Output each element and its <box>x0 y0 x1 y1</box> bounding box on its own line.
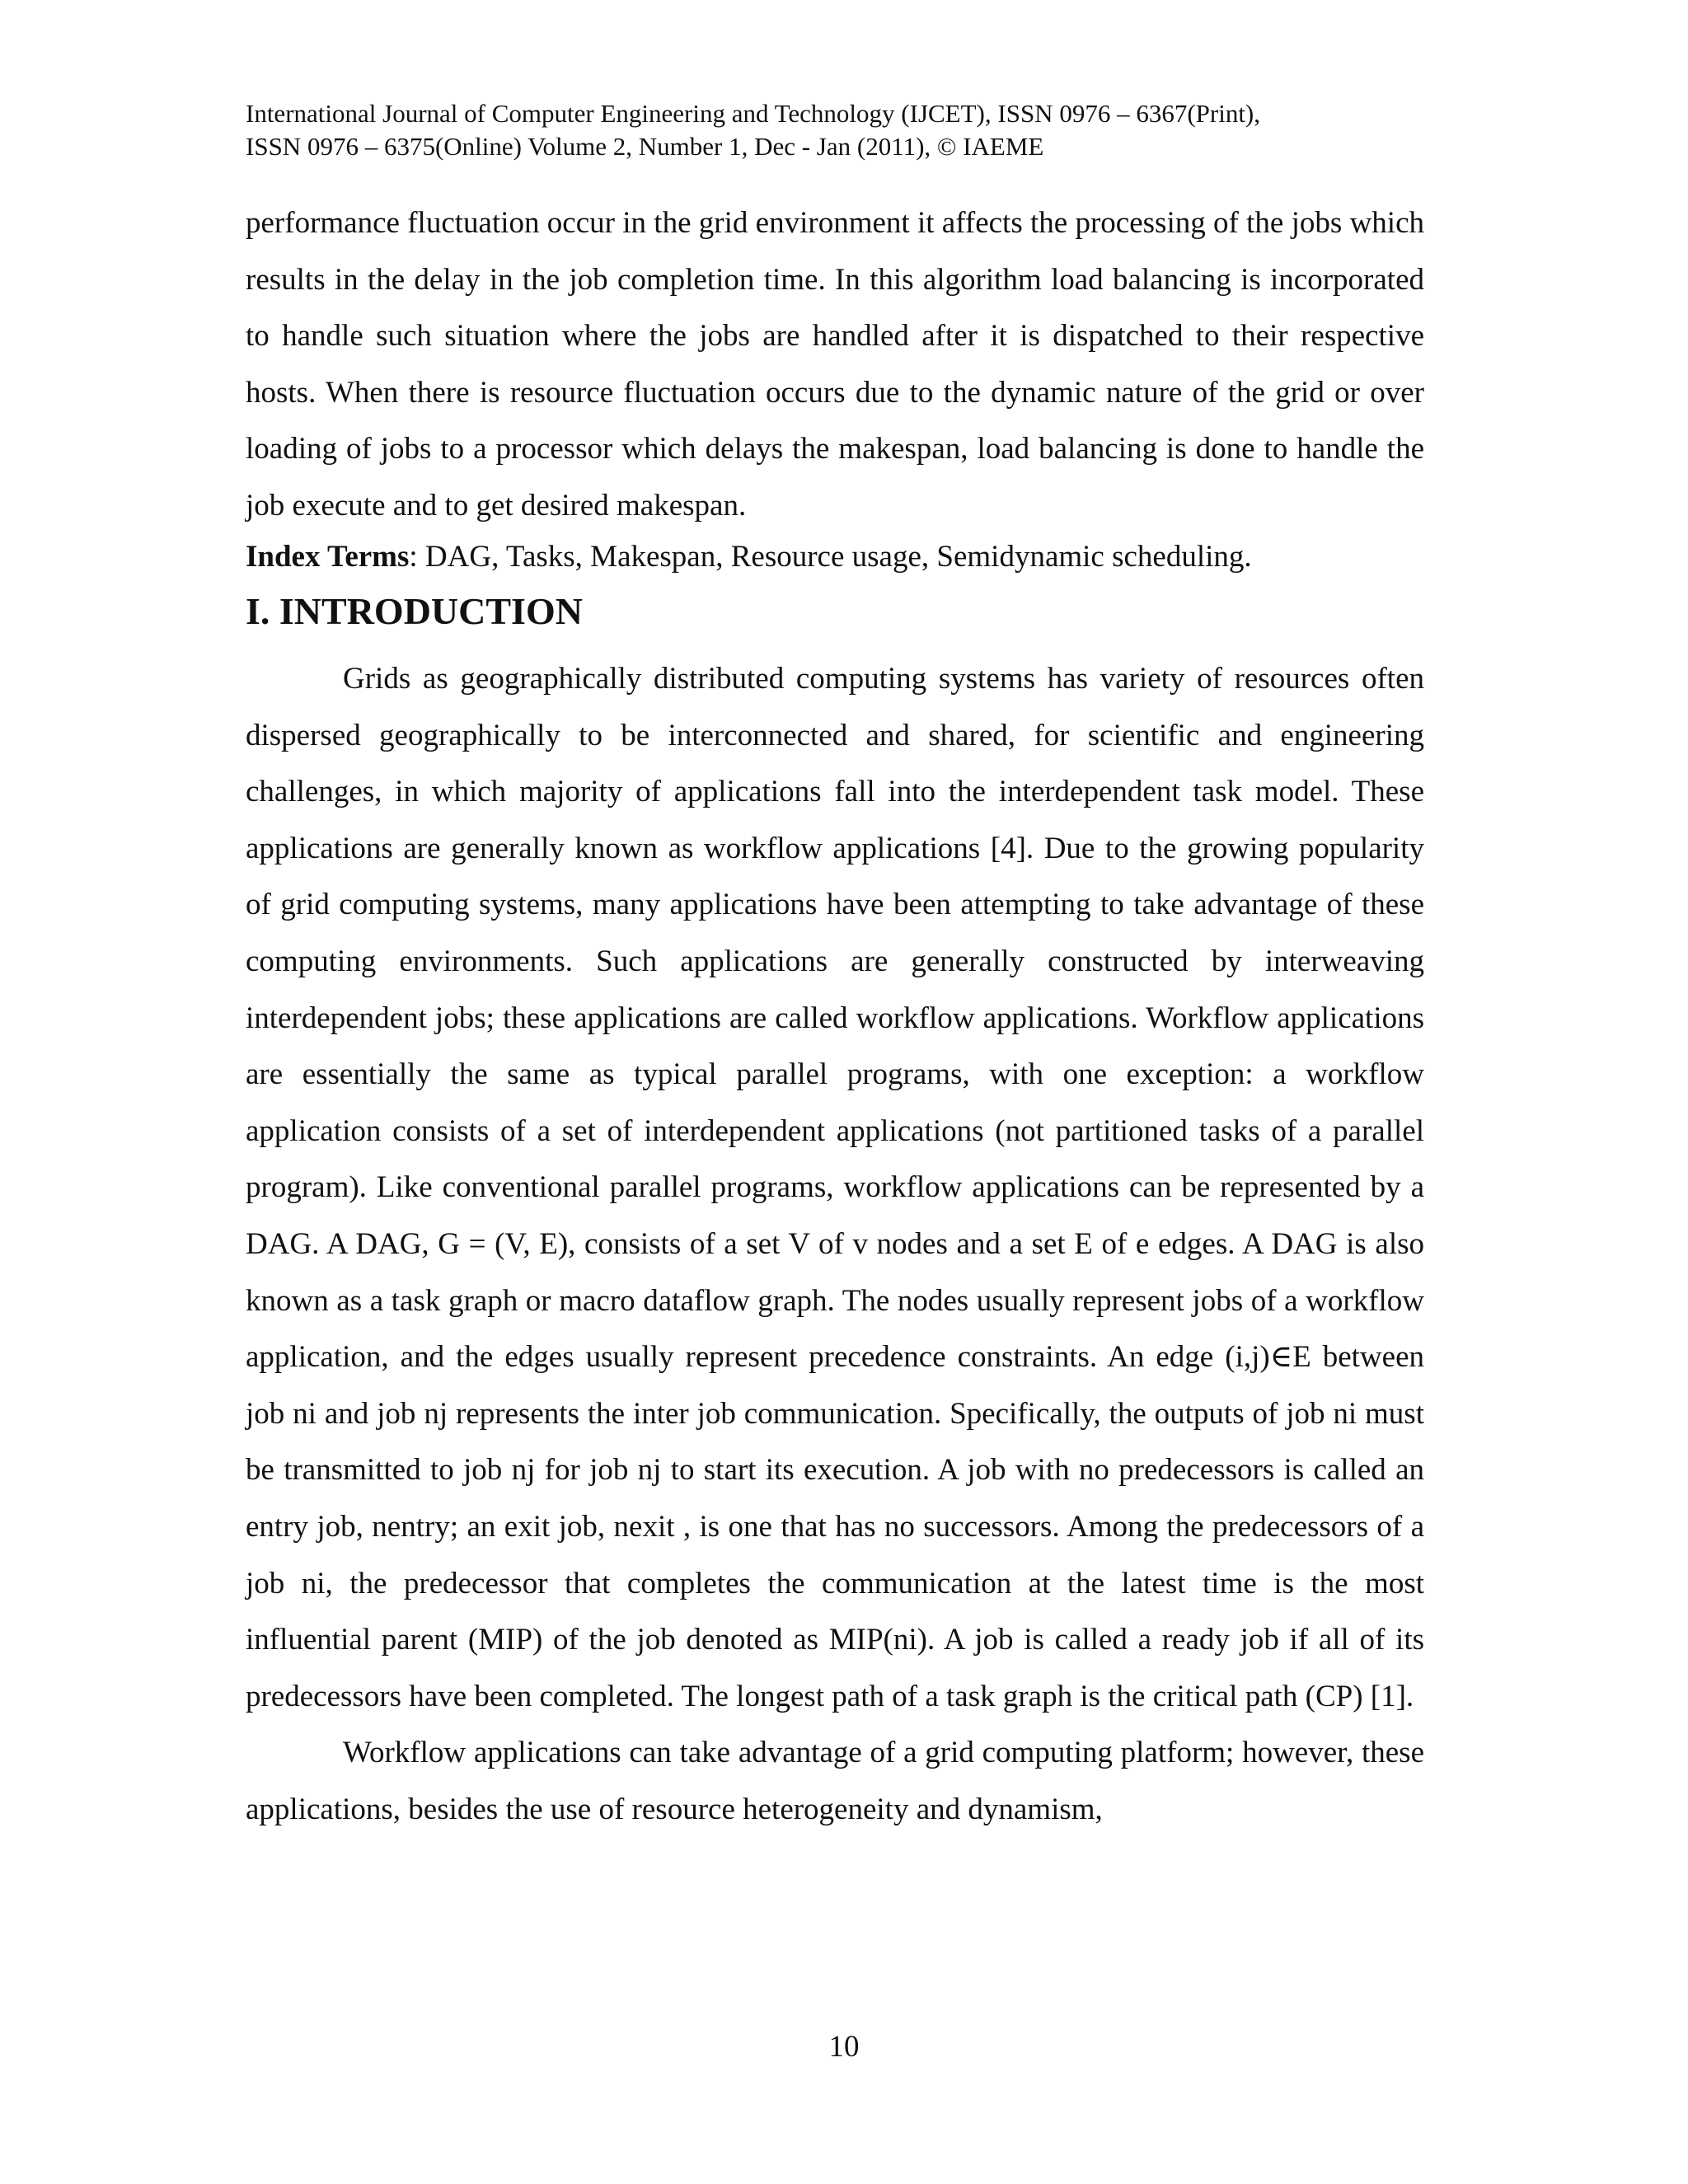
journal-header-line-1: International Journal of Computer Engineering and Technology (IJCET), ISSN 0976 – 6367(Print), <box>246 99 1261 128</box>
body-paragraph: Workflow applications can take advantage of a grid computing platform; however, these applications, besides the use of resource heterogeneity and dynamism, <box>246 1736 1424 1826</box>
journal-header <box>246 97 1449 163</box>
body-paragraph: Grids as geographically distributed computing systems has variety of resources often dispersed geographically to be interconnected and shared, for scientific and engineering challenges, in which majority of applications fall into the interdependent task model. These applications are generally known as workflow applications [4]. Due to the growing popularity of grid computing systems, many applications have been attempting to take advantage of these computing environments. Such applications are generally constructed by interweaving interdependent jobs; these applications are called workflow applications. Workflow applications are essentially the same as typical parallel programs, with one exception: a workflow application consists of a set of interdependent applications (not partitioned tasks of a parallel program). Like conventional parallel programs, workflow applications can be represented by a DAG. A DAG, G = (V, E), consists of a set V of v nodes and a set E of e edges. A DAG is also known as a task graph or macro dataflow graph. The nodes usually represent jobs of a workflow application, and the edges usually represent precedence constraints. An edge (i,j)∈E between job ni and job nj represents the inter job communication. Specifically, the outputs of job ni must be transmitted to job nj for job nj to start its execution. A job with no predecessors is called an entry job, nentry; an exit job, nexit , is one that has no successors. Among the predecessors of a job ni, the predecessor that completes the communication at the latest time is the most influential parent (MIP) of the job denoted as MIP(ni). A job is called a ready job if all of its predecessors have been completed. The longest path of a task graph is the critical path (CP) [1]. <box>246 662 1424 1713</box>
section-body <box>246 651 1424 1838</box>
index-terms-text: : DAG, Tasks, Makespan, Resource usage, Semidynamic scheduling. <box>409 540 1252 574</box>
journal-header-line-2: ISSN 0976 – 6375(Online) Volume 2, Number 1, Dec - Jan (2011), © IAEME <box>246 132 1044 161</box>
index-terms <box>246 529 1424 585</box>
index-terms-label: Index Terms <box>246 540 410 574</box>
section-heading: I. INTRODUCTION <box>246 590 583 632</box>
abstract-continuation: performance fluctuation occur in the grid environment it affects the processing of the jobs which results in the delay in the job completion time. In this algorithm load balancing is incorporated to handle such situation where the jobs are handled after it is dispatched to their respective hosts. When there is resource fluctuation occurs due to the dynamic nature of the grid or over loading of jobs to a processor which delays the makespan, load balancing is done to handle the job execute and to get desired makespan. <box>246 206 1424 523</box>
page-number: 10 <box>828 2030 860 2064</box>
